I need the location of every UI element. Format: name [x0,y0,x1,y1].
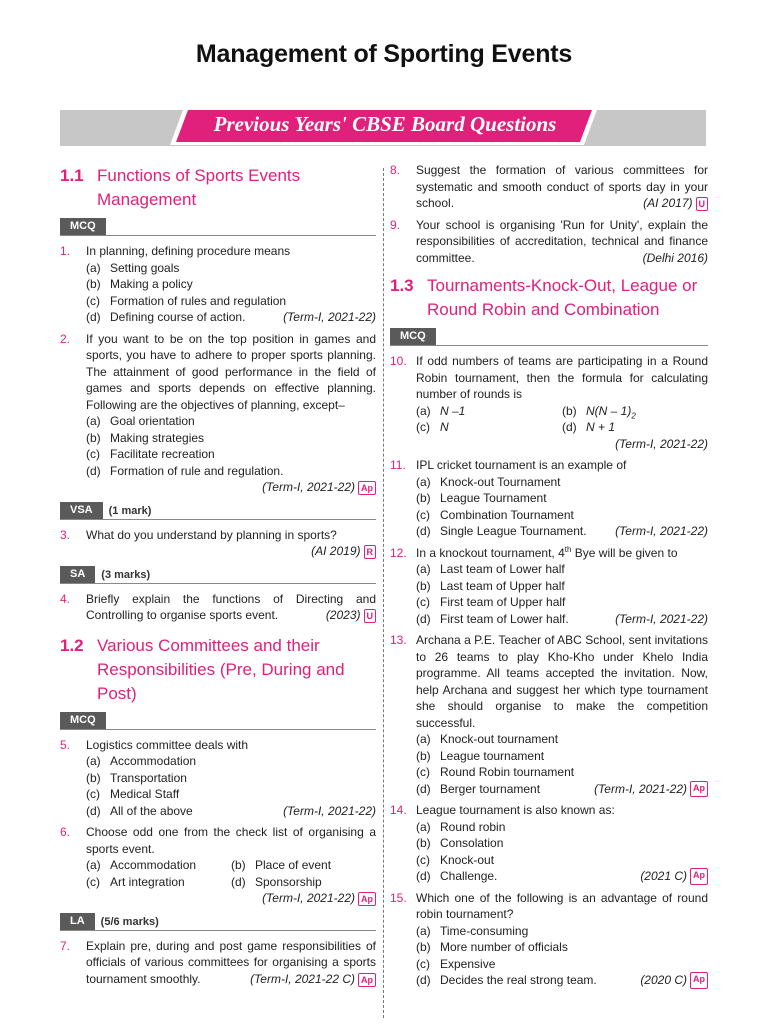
option-label: (a) [86,260,101,275]
section-number: 1.3 [390,276,414,295]
option-text: Time-consuming [440,923,529,938]
option-text: Consolation [440,836,504,850]
question-number: 15. [390,890,407,905]
option-label: (b) [86,770,101,785]
option-label: (c) [416,507,430,522]
option-text: Expensive [440,956,496,971]
question-text: Choose odd one from the check list of organising a sports event. [86,825,376,856]
question-number: 11. [390,458,406,472]
source-citation: (Term-I, 2021-22) [615,436,708,451]
page-title: Management of Sporting Events [195,40,573,68]
section-heading-1-2 [60,634,376,706]
option-label: (b) [416,578,431,593]
tag-label: LA [60,913,95,930]
remember-badge-icon: R [364,545,377,559]
tag-marks: (1 mark) [108,504,152,517]
option-text: League tournament [440,748,545,763]
option-text: Goal orientation [110,414,195,428]
understand-badge-icon: U [364,609,377,623]
question-text: Explain pre, during and post game responsibilities of officials of various committees for organising a sports tournament smoothly. [86,938,376,986]
option-label: (d) [416,611,431,626]
question-text-part: In a knockout tournament, 4 [416,545,565,560]
option-text: Accommodation [110,858,197,872]
option-text: Place of event [255,858,332,872]
question-text: IPL cricket tournament is an example of [416,458,627,472]
question-text: Which one of the following is an advantage of round robin tournament? [416,890,708,921]
tag-marks: (5/6 marks) [100,915,159,928]
option-text: League Tournament [440,491,547,505]
tag-label: MCQ [60,712,106,729]
question-8 [390,162,708,212]
question-text-part: Bye will be given to [571,545,678,560]
option-label: (a) [416,562,431,576]
question-number: 12. [390,545,407,560]
question-number: 1. [60,244,71,258]
option-text: Transportation [110,770,187,785]
tag-label: MCQ [60,218,106,235]
option-label: (c) [416,956,430,971]
question-6 [60,824,376,907]
option-text: Defining course of action. [110,310,246,324]
option-label: (d) [416,973,431,987]
option-text: Facilitate recreation [110,447,215,461]
option-text: Challenge. [440,869,498,883]
source-citation: (Term-I, 2021-22) [615,524,708,538]
apply-badge-icon: Ap [358,481,376,495]
option-text: First team of Lower half. [440,611,569,626]
option-label: (b) [231,858,246,872]
option-subscript: 2 [631,410,636,420]
vsa-tag [60,502,376,520]
option-label: (a) [86,858,101,872]
question-11 [390,457,708,540]
option-label: (d) [416,781,431,796]
source-citation: (Term-I, 2021-22) [283,310,376,324]
source-wrap [250,971,376,988]
banner [170,103,600,149]
section-heading-1-3 [390,274,708,322]
column-divider [383,168,384,1018]
question-text: League tournament is also known as: [416,803,615,817]
source-citation: (Term-I, 2021-22) [283,803,376,818]
question-text: If odd numbers of teams are participating in a Round Robin tournament, then the formula for calculating number of rounds is [416,354,708,401]
source-citation: (2023) [325,608,361,622]
question-4 [60,591,376,624]
option-label: (d) [231,874,246,889]
option-label: (d) [86,803,101,818]
source-citation: (Term-I, 2021-22) [262,480,355,494]
source-citation: (Delhi 2016) [642,250,708,265]
tag-label: MCQ [390,328,436,345]
question-2 [60,331,376,496]
section-number: 1.1 [60,166,84,185]
option-text: Making strategies [110,430,205,445]
question-text: Briefly explain the functions of Directing and Controlling to organise sports event. [86,591,376,622]
source-citation: (Term-I, 2021-22 C) [250,971,355,986]
question-12 [390,545,708,628]
option-text: Decides the real strong team. [440,973,597,987]
left-column [60,162,376,992]
option-label: (b) [416,491,431,505]
mcq-tag [60,218,376,236]
option-label: (c) [416,852,430,867]
option-text: Combination Tournament [440,507,574,522]
section-title: Tournaments-Knock-Out, League or Round Robin and Combination [427,276,698,319]
option-label: (d) [416,869,431,883]
source-citation: (Term-I, 2021-22) [594,781,687,796]
option-label: (b) [86,430,101,445]
option-text: Sponsorship [255,874,322,889]
sa-tag [60,566,376,584]
option-label: (a) [416,923,431,938]
source-citation: (Term-I, 2021-22) [262,891,355,905]
option-label: (a) [416,819,431,834]
mcq-tag [390,328,708,346]
question-3 [60,527,376,560]
option-text: Last team of Upper half [440,578,565,593]
option-text: First team of Upper half [440,595,566,609]
question-15 [390,890,708,989]
option-label: (c) [416,595,430,609]
question-number: 8. [390,163,401,177]
question-number: 6. [60,825,71,839]
mcq-tag [60,712,376,730]
apply-badge-icon: Ap [358,973,376,987]
question-number: 7. [60,938,71,953]
option-label: (c) [416,420,430,434]
tag-label: SA [60,566,95,583]
option-text: Berger tournament [440,781,541,796]
option-text: N(N – 1) [586,403,632,418]
question-text: What do you understand by planning in sports? [86,527,337,542]
apply-badge-icon: Ap [690,972,708,989]
option-text: N + 1 [586,420,616,434]
question-text: If you want to be on the top position in games and sports, you have to adhere to proper sports planning. The attainment of good performance in the field of games and sports depends on effective planning. Following are the objectives of planning, except– [86,331,376,412]
question-13 [390,632,708,797]
option-label: (a) [86,414,101,428]
option-label: (b) [562,403,577,418]
option-label: (d) [86,310,101,324]
option-label: (b) [416,748,431,763]
ordinal-superscript: th [564,544,572,554]
source-citation: (2021 C) [640,869,687,883]
option-label: (d) [562,420,577,434]
question-10 [390,353,708,452]
option-text: Last team of Lower half [440,562,565,576]
question-text: Archana a P.E. Teacher of ABC School, sent invitations to 26 teams to play Kho-Kho under Khelo India programme. All teams accepted the invitation. Now, help Archana and suggest her which type tournament she should organise to make the competition successful. [416,633,708,730]
option-text: N [440,420,449,434]
option-label: (b) [416,940,431,954]
option-label: (a) [416,403,431,418]
section-title: Various Committees and their Responsibilities (Pre, During and Post) [97,635,345,703]
option-label: (d) [86,463,101,478]
tag-label: VSA [60,502,103,519]
section-title: Functions of Sports Events Management [97,166,301,209]
question-number: 4. [60,591,71,606]
source-citation: (2020 C) [640,973,687,987]
question-text [416,545,708,562]
question-number: 10. [390,354,407,368]
apply-badge-icon: Ap [358,892,376,906]
question-number: 3. [60,527,71,542]
option-label: (b) [416,836,431,850]
la-tag [60,913,376,931]
option-text: Single League Tournament. [440,524,587,538]
option-text: All of the above [110,803,193,818]
question-9 [390,217,708,267]
option-text: Knock-out Tournament [440,474,561,489]
source-citation: (AI 2017) [643,196,693,210]
option-label: (c) [86,293,100,308]
option-text: Round robin [440,819,506,834]
question-text: Your school is organising 'Run for Unity', explain the responsibilities of accreditation, technical and finance committee. [416,217,708,265]
tag-marks: (3 marks) [101,568,151,581]
question-number: 2. [60,331,71,346]
option-text: More number of officials [440,940,568,954]
option-label: (a) [416,474,431,489]
source-wrap [643,195,708,212]
option-text: Knock-out tournament [440,732,559,746]
section-number: 1.2 [60,635,84,655]
option-label: (c) [86,447,100,461]
question-14 [390,802,708,885]
banner-text: Previous Years' CBSE Board Questions [213,112,557,136]
option-label: (a) [86,754,101,768]
option-text: Formation of rules and regulation [110,293,287,308]
understand-badge-icon: U [696,197,709,211]
option-text: Art integration [110,874,185,889]
option-text: Knock-out [440,852,495,867]
source-citation: (Term-I, 2021-22) [615,611,708,626]
option-text: Making a policy [110,277,193,291]
option-text: Round Robin tournament [440,765,575,779]
question-5 [60,737,376,820]
question-text: Suggest the formation of various committees for systematic and smooth conduct of sports day in your school. [416,163,708,210]
question-number: 9. [390,217,401,232]
question-text: Logistics committee deals with [86,737,249,752]
question-number: 14. [390,803,407,817]
question-number: 5. [60,737,71,752]
right-column [390,162,708,994]
option-label: (c) [86,787,100,801]
option-text: Medical Staff [110,787,180,801]
option-text: Accommodation [110,754,197,768]
question-text: In planning, defining procedure means [86,244,291,258]
question-7 [60,938,376,988]
source-wrap [326,607,376,624]
option-label: (b) [86,277,101,291]
option-text: N –1 [440,403,466,418]
apply-badge-icon: Ap [690,868,708,885]
section-heading-1-1 [60,164,376,212]
question-number: 13. [390,633,407,647]
option-label: (a) [416,732,431,746]
option-label: (c) [86,874,100,889]
apply-badge-icon: Ap [690,781,708,798]
question-1 [60,243,376,326]
source-citation: (AI 2019) [311,544,361,558]
option-label: (c) [416,765,430,779]
option-text: Formation of rule and regulation. [110,463,284,478]
option-label: (d) [416,524,431,538]
option-text: Setting goals [110,260,180,275]
